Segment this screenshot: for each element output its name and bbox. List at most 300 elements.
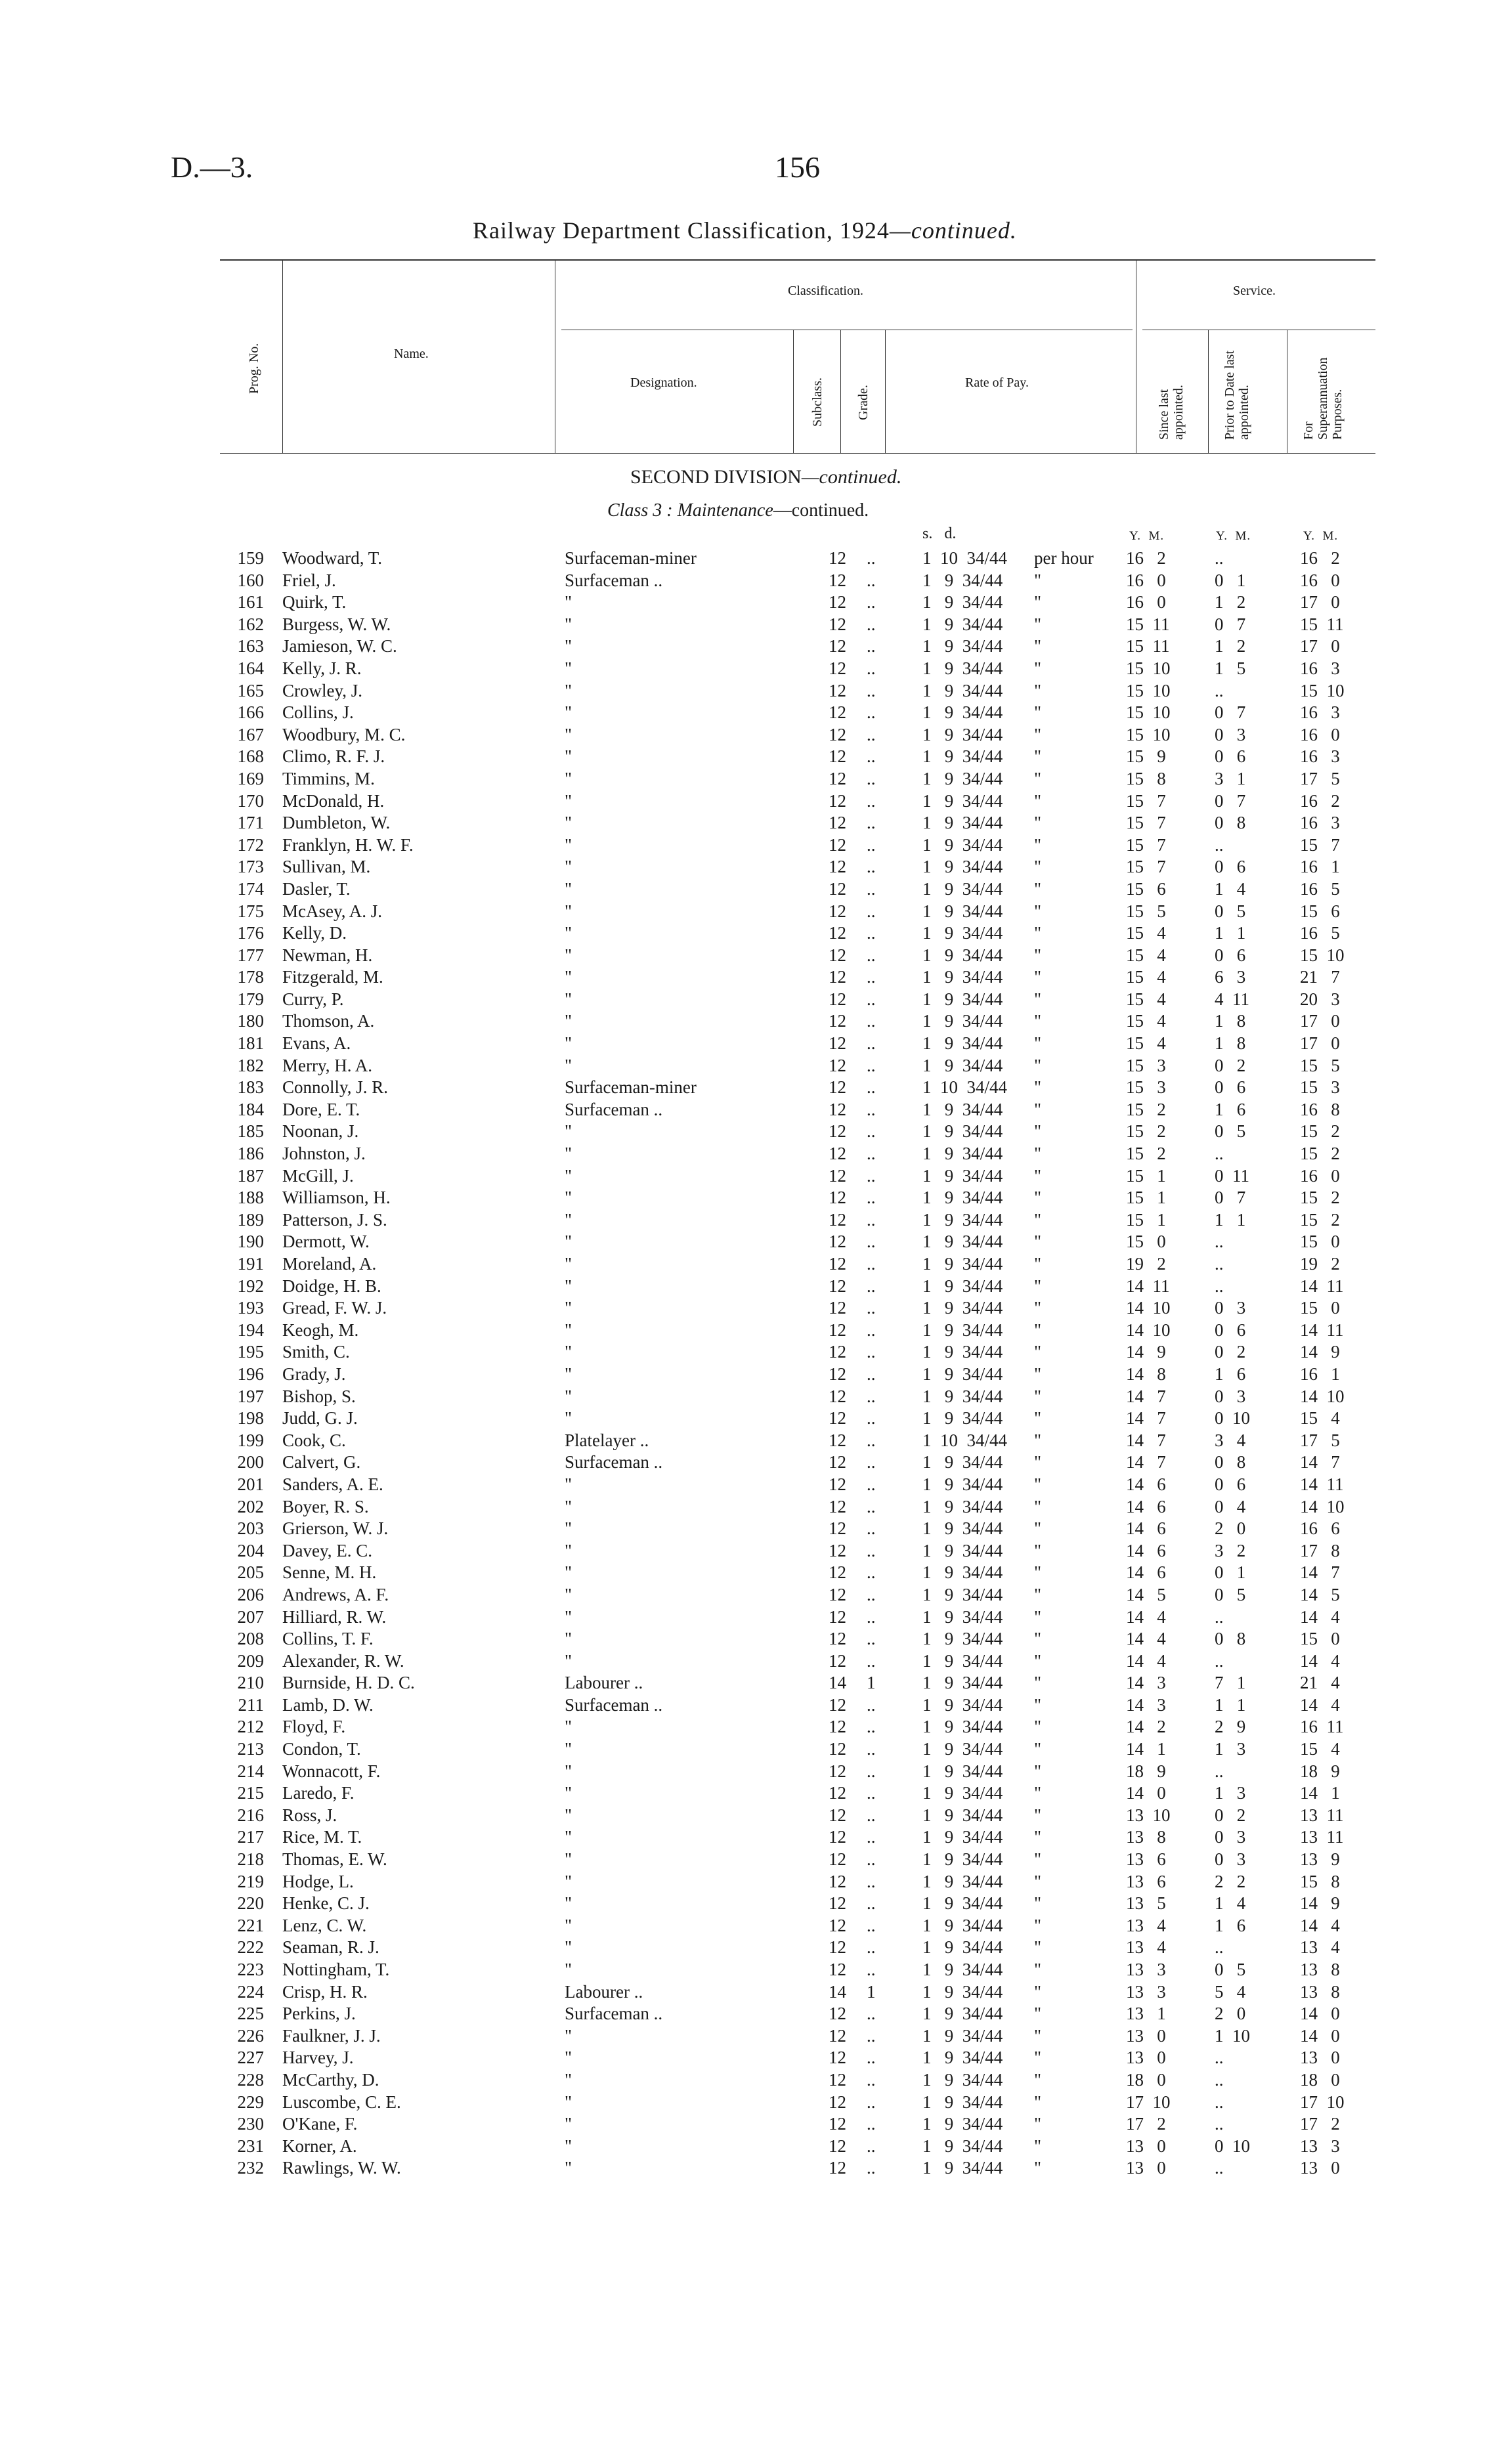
since-last-cell: 15 1 <box>1126 1209 1166 1230</box>
table-row <box>0 1055 1512 1077</box>
rate-unit-cell: " <box>1034 967 1042 987</box>
since-last-cell: 15 0 <box>1126 1232 1166 1252</box>
division-title <box>630 466 901 488</box>
col-grade: Grade. <box>856 385 871 420</box>
designation-cell: " <box>565 1960 572 1979</box>
table-row <box>0 1540 1512 1562</box>
grade-cell: .. <box>867 790 876 811</box>
superannuation-cell: 13 4 <box>1300 1937 1340 1958</box>
rate-cell: 1 9 34/44 <box>922 1650 1003 1671</box>
grade-cell: .. <box>867 1033 876 1054</box>
grade-cell: .. <box>867 1871 876 1891</box>
rate-unit-cell: " <box>1034 2114 1042 2134</box>
prog-no-cell: 216 <box>237 1805 264 1825</box>
prior-to-cell: 1 5 <box>1215 658 1246 678</box>
since-last-cell: 13 6 <box>1126 1871 1166 1891</box>
table-row <box>0 989 1512 1011</box>
name-cell: Sanders, A. E. <box>282 1474 383 1494</box>
superannuation-cell: 13 11 <box>1300 1827 1344 1847</box>
rate-cell: 1 9 34/44 <box>922 592 1003 612</box>
name-cell: Kelly, J. R. <box>282 658 362 678</box>
prior-to-cell: .. <box>1215 1606 1224 1627</box>
subclass-cell: 12 <box>829 967 846 987</box>
table-row <box>0 856 1512 878</box>
prior-to-cell: 1 4 <box>1215 878 1246 899</box>
subclass-cell: 12 <box>829 636 846 656</box>
rate-unit-cell: " <box>1034 1077 1042 1098</box>
rate-unit-cell: " <box>1034 1805 1042 1825</box>
since-last-cell: 15 9 <box>1126 746 1166 767</box>
since-last-cell: 14 6 <box>1126 1540 1166 1560</box>
since-last-cell: 13 0 <box>1126 2136 1166 2156</box>
rate-unit-cell: " <box>1034 1981 1042 2002</box>
designation-cell: " <box>565 1342 572 1362</box>
rate-unit-cell: " <box>1034 1893 1042 1914</box>
table-row <box>0 1826 1512 1849</box>
rate-cell: 1 9 34/44 <box>922 2025 1003 2046</box>
rate-unit-cell: " <box>1034 989 1042 1009</box>
designation-cell: " <box>565 1254 572 1274</box>
subclass-cell: 12 <box>829 1805 846 1825</box>
prior-to-cell: 0 3 <box>1215 1386 1246 1406</box>
designation-cell: " <box>565 878 572 899</box>
prog-no-cell: 217 <box>237 1827 264 1847</box>
superannuation-cell: 14 10 <box>1300 1386 1345 1406</box>
table-row <box>0 1915 1512 1937</box>
prog-no-cell: 163 <box>237 636 264 656</box>
grade-cell: .. <box>867 548 876 568</box>
subclass-cell: 12 <box>829 2004 846 2024</box>
table-row <box>0 680 1512 702</box>
table-row <box>0 1253 1512 1276</box>
col-rate-of-pay: Rate of Pay. <box>965 376 1029 390</box>
since-last-cell: 13 1 <box>1126 2004 1166 2024</box>
prior-to-cell: 1 3 <box>1215 1783 1246 1803</box>
name-cell: Grady, J. <box>282 1364 346 1384</box>
rate-unit-cell: " <box>1034 1099 1042 1119</box>
rate-unit-cell: " <box>1034 768 1042 788</box>
grade-cell: .. <box>867 1144 876 1164</box>
rate-cell: 1 9 34/44 <box>922 1739 1003 1759</box>
rate-unit-cell: " <box>1034 724 1042 744</box>
designation-cell: " <box>565 1055 572 1075</box>
designation-cell: " <box>565 1717 572 1737</box>
superannuation-cell: 17 0 <box>1300 1011 1340 1031</box>
vrule <box>840 330 841 453</box>
prior-to-cell: 0 6 <box>1215 746 1246 767</box>
rate-unit-cell: " <box>1034 1386 1042 1406</box>
prior-to-cell: .. <box>1215 2158 1224 2178</box>
designation-cell: " <box>565 1165 572 1186</box>
subclass-cell: 12 <box>829 1606 846 1627</box>
table-row <box>0 1782 1512 1805</box>
rate-cell: 1 9 34/44 <box>922 901 1003 921</box>
table-row <box>0 635 1512 658</box>
rate-unit-cell: " <box>1034 1739 1042 1759</box>
table-row <box>0 1297 1512 1320</box>
name-cell: Judd, G. J. <box>282 1408 358 1429</box>
subclass-cell: 12 <box>829 1254 846 1274</box>
rate-unit-cell: " <box>1034 857 1042 877</box>
superannuation-cell: 17 5 <box>1300 1430 1340 1450</box>
name-cell: Andrews, A. F. <box>282 1584 389 1604</box>
name-cell: Friel, J. <box>282 570 336 590</box>
designation-cell: " <box>565 1209 572 1230</box>
designation-cell: " <box>565 1518 572 1539</box>
rate-cell: 1 9 34/44 <box>922 1893 1003 1914</box>
rate-cell: 1 9 34/44 <box>922 1276 1003 1296</box>
name-cell: Dore, E. T. <box>282 1099 360 1119</box>
since-last-cell: 14 3 <box>1126 1673 1166 1693</box>
since-last-cell: 15 1 <box>1126 1165 1166 1186</box>
subclass-cell: 12 <box>829 2158 846 2178</box>
subclass-cell: 12 <box>829 1540 846 1560</box>
subclass-cell: 12 <box>829 1937 846 1958</box>
subclass-cell: 12 <box>829 1077 846 1098</box>
subclass-cell: 12 <box>829 1099 846 1119</box>
name-cell: Keogh, M. <box>282 1320 359 1340</box>
subclass-cell: 12 <box>829 1298 846 1318</box>
prior-to-cell: .. <box>1215 2114 1224 2134</box>
since-last-cell: 14 6 <box>1126 1562 1166 1583</box>
grade-cell: .. <box>867 945 876 965</box>
rate-cell: 1 9 34/44 <box>922 1055 1003 1075</box>
subclass-cell: 12 <box>829 790 846 811</box>
division-name: SECOND DIVISION <box>630 466 802 488</box>
designation-cell: " <box>565 945 572 965</box>
superannuation-cell: 15 3 <box>1300 1077 1340 1098</box>
units-sd: s. d. <box>922 525 957 542</box>
superannuation-cell: 13 0 <box>1300 2158 1340 2178</box>
grade-cell: .. <box>867 1055 876 1075</box>
prog-no-cell: 220 <box>237 1893 264 1914</box>
name-cell: Crowley, J. <box>282 680 362 700</box>
since-last-cell: 13 8 <box>1126 1827 1166 1847</box>
rate-unit-cell: " <box>1034 1960 1042 1979</box>
table-row <box>0 2136 1512 2158</box>
name-cell: Crisp, H. R. <box>282 1981 368 2002</box>
rate-cell: 1 9 34/44 <box>922 2114 1003 2134</box>
superannuation-cell: 17 0 <box>1300 592 1340 612</box>
subclass-cell: 12 <box>829 1893 846 1914</box>
since-last-cell: 14 1 <box>1126 1739 1166 1759</box>
name-cell: Cook, C. <box>282 1430 346 1450</box>
rate-cell: 1 9 34/44 <box>922 1188 1003 1208</box>
prog-no-cell: 174 <box>237 878 264 899</box>
table-row <box>0 1937 1512 1959</box>
grade-cell: .. <box>867 857 876 877</box>
superannuation-cell: 13 3 <box>1300 2136 1340 2156</box>
rate-cell: 1 9 34/44 <box>922 1761 1003 1781</box>
prog-no-cell: 201 <box>237 1474 264 1494</box>
rate-cell: 1 9 34/44 <box>922 1562 1003 1583</box>
designation-cell: Labourer .. <box>565 1673 643 1693</box>
subclass-cell: 12 <box>829 702 846 723</box>
class-suffix: —continued. <box>773 500 869 521</box>
subclass-cell: 12 <box>829 1055 846 1075</box>
prior-to-cell: .. <box>1215 1144 1224 1164</box>
name-cell: Burnside, H. D. C. <box>282 1673 415 1693</box>
rate-unit-cell: per hour <box>1034 548 1094 568</box>
table-row <box>0 1716 1512 1738</box>
rate-cell: 1 10 34/44 <box>922 1077 1008 1098</box>
subclass-cell: 12 <box>829 1650 846 1671</box>
table-row <box>0 1562 1512 1584</box>
since-last-cell: 15 7 <box>1126 813 1166 833</box>
grade-cell: .. <box>867 1320 876 1340</box>
superannuation-cell: 16 3 <box>1300 746 1340 767</box>
rate-unit-cell: " <box>1034 1408 1042 1429</box>
prior-to-cell: 0 7 <box>1215 702 1246 723</box>
superannuation-cell: 14 11 <box>1300 1474 1344 1494</box>
name-cell: Lenz, C. W. <box>282 1915 367 1935</box>
grade-cell: .. <box>867 2069 876 2090</box>
since-last-cell: 17 2 <box>1126 2114 1166 2134</box>
prog-no-cell: 225 <box>237 2004 264 2024</box>
grade-cell: .. <box>867 2114 876 2134</box>
since-last-cell: 14 10 <box>1126 1320 1171 1340</box>
designation-cell: " <box>565 658 572 678</box>
subclass-cell: 12 <box>829 1518 846 1539</box>
rate-unit-cell: " <box>1034 1320 1042 1340</box>
subclass-cell: 12 <box>829 1144 846 1164</box>
prior-to-cell: 0 3 <box>1215 724 1246 744</box>
since-last-cell: 13 4 <box>1126 1937 1166 1958</box>
subclass-cell: 12 <box>829 1232 846 1252</box>
designation-cell: " <box>565 2158 572 2178</box>
superannuation-cell: 16 2 <box>1300 548 1340 568</box>
superannuation-cell: 15 0 <box>1300 1232 1340 1252</box>
since-last-cell: 18 0 <box>1126 2069 1166 2090</box>
table-row <box>0 591 1512 614</box>
prior-to-cell: 0 8 <box>1215 813 1246 833</box>
superannuation-cell: 17 10 <box>1300 2092 1345 2112</box>
col-designation: Designation. <box>630 376 697 390</box>
table-row <box>0 901 1512 923</box>
grade-cell: .. <box>867 1739 876 1759</box>
designation-cell: " <box>565 1562 572 1583</box>
superannuation-cell: 17 0 <box>1300 1033 1340 1054</box>
name-cell: Franklyn, H. W. F. <box>282 834 414 855</box>
rate-unit-cell: " <box>1034 1562 1042 1583</box>
rate-unit-cell: " <box>1034 2158 1042 2178</box>
subclass-cell: 12 <box>829 1121 846 1142</box>
rate-cell: 1 9 34/44 <box>922 1584 1003 1604</box>
rate-cell: 1 9 34/44 <box>922 2136 1003 2156</box>
prior-to-cell: 0 4 <box>1215 1496 1246 1516</box>
grade-cell: .. <box>867 1960 876 1979</box>
col-classification: Classification. <box>788 284 863 298</box>
grade-cell: .. <box>867 1209 876 1230</box>
rate-unit-cell: " <box>1034 1827 1042 1847</box>
subclass-cell: 12 <box>829 1430 846 1450</box>
vrule <box>282 261 283 453</box>
since-last-cell: 14 6 <box>1126 1518 1166 1539</box>
top-rule <box>220 259 1375 261</box>
prior-to-cell: 3 2 <box>1215 1540 1246 1560</box>
since-last-cell: 15 7 <box>1126 790 1166 811</box>
rate-unit-cell: " <box>1034 945 1042 965</box>
table-row <box>0 2047 1512 2069</box>
superannuation-cell: 16 11 <box>1300 1717 1344 1737</box>
prog-no-cell: 189 <box>237 1209 264 1230</box>
table-row <box>0 2092 1512 2114</box>
prior-to-cell: 1 2 <box>1215 636 1246 656</box>
since-last-cell: 15 10 <box>1126 702 1171 723</box>
prior-to-cell: 0 6 <box>1215 857 1246 877</box>
prog-no-cell: 188 <box>237 1188 264 1208</box>
designation-cell: " <box>565 2136 572 2156</box>
prior-to-cell: .. <box>1215 2092 1224 2112</box>
rate-cell: 1 9 34/44 <box>922 1408 1003 1429</box>
table-row <box>0 746 1512 768</box>
name-cell: Timmins, M. <box>282 768 375 788</box>
table-row <box>0 1077 1512 1099</box>
grade-cell: .. <box>867 746 876 767</box>
prior-to-cell: 2 0 <box>1215 2004 1246 2024</box>
rate-cell: 1 9 34/44 <box>922 658 1003 678</box>
designation-cell: " <box>565 1871 572 1891</box>
rate-unit-cell: " <box>1034 813 1042 833</box>
superannuation-cell: 14 0 <box>1300 2004 1340 2024</box>
prior-to-cell: 1 10 <box>1215 2025 1250 2046</box>
rate-cell: 1 9 34/44 <box>922 636 1003 656</box>
since-last-cell: 15 4 <box>1126 967 1166 987</box>
subclass-cell: 12 <box>829 813 846 833</box>
superannuation-cell: 15 0 <box>1300 1298 1340 1318</box>
subclass-cell: 12 <box>829 945 846 965</box>
name-cell: Nottingham, T. <box>282 1960 390 1979</box>
superannuation-cell: 16 3 <box>1300 813 1340 833</box>
prior-to-cell: .. <box>1215 2048 1224 2068</box>
grade-cell: 1 <box>867 1673 876 1693</box>
prog-no-cell: 184 <box>237 1099 264 1119</box>
subclass-cell: 12 <box>829 1342 846 1362</box>
superannuation-cell: 14 0 <box>1300 2025 1340 2046</box>
name-cell: Moreland, A. <box>282 1254 377 1274</box>
prog-no-cell: 162 <box>237 614 264 634</box>
prog-no-cell: 231 <box>237 2136 264 2156</box>
since-last-cell: 14 4 <box>1126 1629 1166 1649</box>
since-last-cell: 13 3 <box>1126 1960 1166 1979</box>
superannuation-cell: 15 2 <box>1300 1121 1340 1142</box>
units-ym-super: Y. M. <box>1303 529 1339 543</box>
prior-to-cell: 0 6 <box>1215 1320 1246 1340</box>
rate-cell: 1 9 34/44 <box>922 857 1003 877</box>
title-suffix: —continued. <box>889 217 1017 244</box>
prog-no-cell: 203 <box>237 1518 264 1539</box>
rate-unit-cell: " <box>1034 1188 1042 1208</box>
rate-cell: 1 9 34/44 <box>922 2092 1003 2112</box>
table-row <box>0 1099 1512 1121</box>
designation-cell: " <box>565 967 572 987</box>
subclass-cell: 14 <box>829 1673 846 1693</box>
col-subclass: Subclass. <box>810 377 825 427</box>
header-bottom-rule <box>220 453 1375 454</box>
prog-no-cell: 181 <box>237 1033 264 1054</box>
name-cell: McDonald, H. <box>282 790 385 811</box>
since-last-cell: 15 2 <box>1126 1121 1166 1142</box>
prog-no-cell: 212 <box>237 1717 264 1737</box>
grade-cell: .. <box>867 1540 876 1560</box>
name-cell: McAsey, A. J. <box>282 901 382 921</box>
since-last-cell: 15 8 <box>1126 768 1166 788</box>
rate-cell: 1 9 34/44 <box>922 1364 1003 1384</box>
subclass-cell: 12 <box>829 1188 846 1208</box>
name-cell: Noonan, J. <box>282 1121 359 1142</box>
table-row <box>0 570 1512 592</box>
rate-cell: 1 9 34/44 <box>922 1011 1003 1031</box>
subclass-cell: 12 <box>829 1165 846 1186</box>
table-row <box>0 1033 1512 1055</box>
name-cell: Evans, A. <box>282 1033 351 1054</box>
table-row <box>0 1738 1512 1761</box>
rate-cell: 1 9 34/44 <box>922 680 1003 700</box>
rate-cell: 1 9 34/44 <box>922 834 1003 855</box>
grade-cell: .. <box>867 1254 876 1274</box>
name-cell: Woodbury, M. C. <box>282 724 406 744</box>
grade-cell: .. <box>867 702 876 723</box>
designation-cell: Platelayer .. <box>565 1430 649 1450</box>
prog-no-cell: 167 <box>237 724 264 744</box>
table-row <box>0 1276 1512 1298</box>
rate-cell: 1 9 34/44 <box>922 1209 1003 1230</box>
prog-no-cell: 159 <box>237 548 264 568</box>
prior-to-cell: 0 8 <box>1215 1452 1246 1472</box>
designation-cell: " <box>565 1783 572 1803</box>
name-cell: Henke, C. J. <box>282 1893 370 1914</box>
rate-unit-cell: " <box>1034 1165 1042 1186</box>
designation-cell: Surfaceman-miner <box>565 548 697 568</box>
prog-no-cell: 160 <box>237 570 264 590</box>
table-row <box>0 922 1512 945</box>
table-row <box>0 1320 1512 1342</box>
title-main: Railway Department Classification, 1924 <box>473 217 890 244</box>
vrule <box>885 330 886 453</box>
prior-to-cell: 0 1 <box>1215 570 1246 590</box>
prior-to-cell: 0 6 <box>1215 945 1246 965</box>
name-cell: Hodge, L. <box>282 1871 354 1891</box>
subclass-cell: 12 <box>829 1739 846 1759</box>
superannuation-cell: 15 2 <box>1300 1188 1340 1208</box>
subclass-cell: 12 <box>829 1011 846 1031</box>
rate-cell: 1 9 34/44 <box>922 1232 1003 1252</box>
designation-cell: " <box>565 1474 572 1494</box>
rate-cell: 1 9 34/44 <box>922 724 1003 744</box>
prog-no-cell: 200 <box>237 1452 264 1472</box>
rate-unit-cell: " <box>1034 2025 1042 2046</box>
designation-cell: " <box>565 834 572 855</box>
prog-no-cell: 229 <box>237 2092 264 2112</box>
rate-unit-cell: " <box>1034 614 1042 634</box>
prog-no-cell: 204 <box>237 1540 264 1560</box>
prior-to-cell: 0 10 <box>1215 2136 1250 2156</box>
table-row <box>0 1209 1512 1232</box>
rate-cell: 1 9 34/44 <box>922 1827 1003 1847</box>
since-last-cell: 15 10 <box>1126 680 1171 700</box>
grade-cell: .. <box>867 1232 876 1252</box>
grade-cell: .. <box>867 658 876 678</box>
rate-cell: 1 9 34/44 <box>922 813 1003 833</box>
since-last-cell: 15 11 <box>1126 636 1170 656</box>
since-last-cell: 14 10 <box>1126 1298 1171 1318</box>
prior-to-cell: 0 6 <box>1215 1077 1246 1098</box>
name-cell: Collins, J. <box>282 702 354 723</box>
prior-to-cell: .. <box>1215 834 1224 855</box>
prior-to-cell: 0 7 <box>1215 790 1246 811</box>
prog-no-cell: 208 <box>237 1629 264 1649</box>
rate-cell: 1 9 34/44 <box>922 1981 1003 2002</box>
